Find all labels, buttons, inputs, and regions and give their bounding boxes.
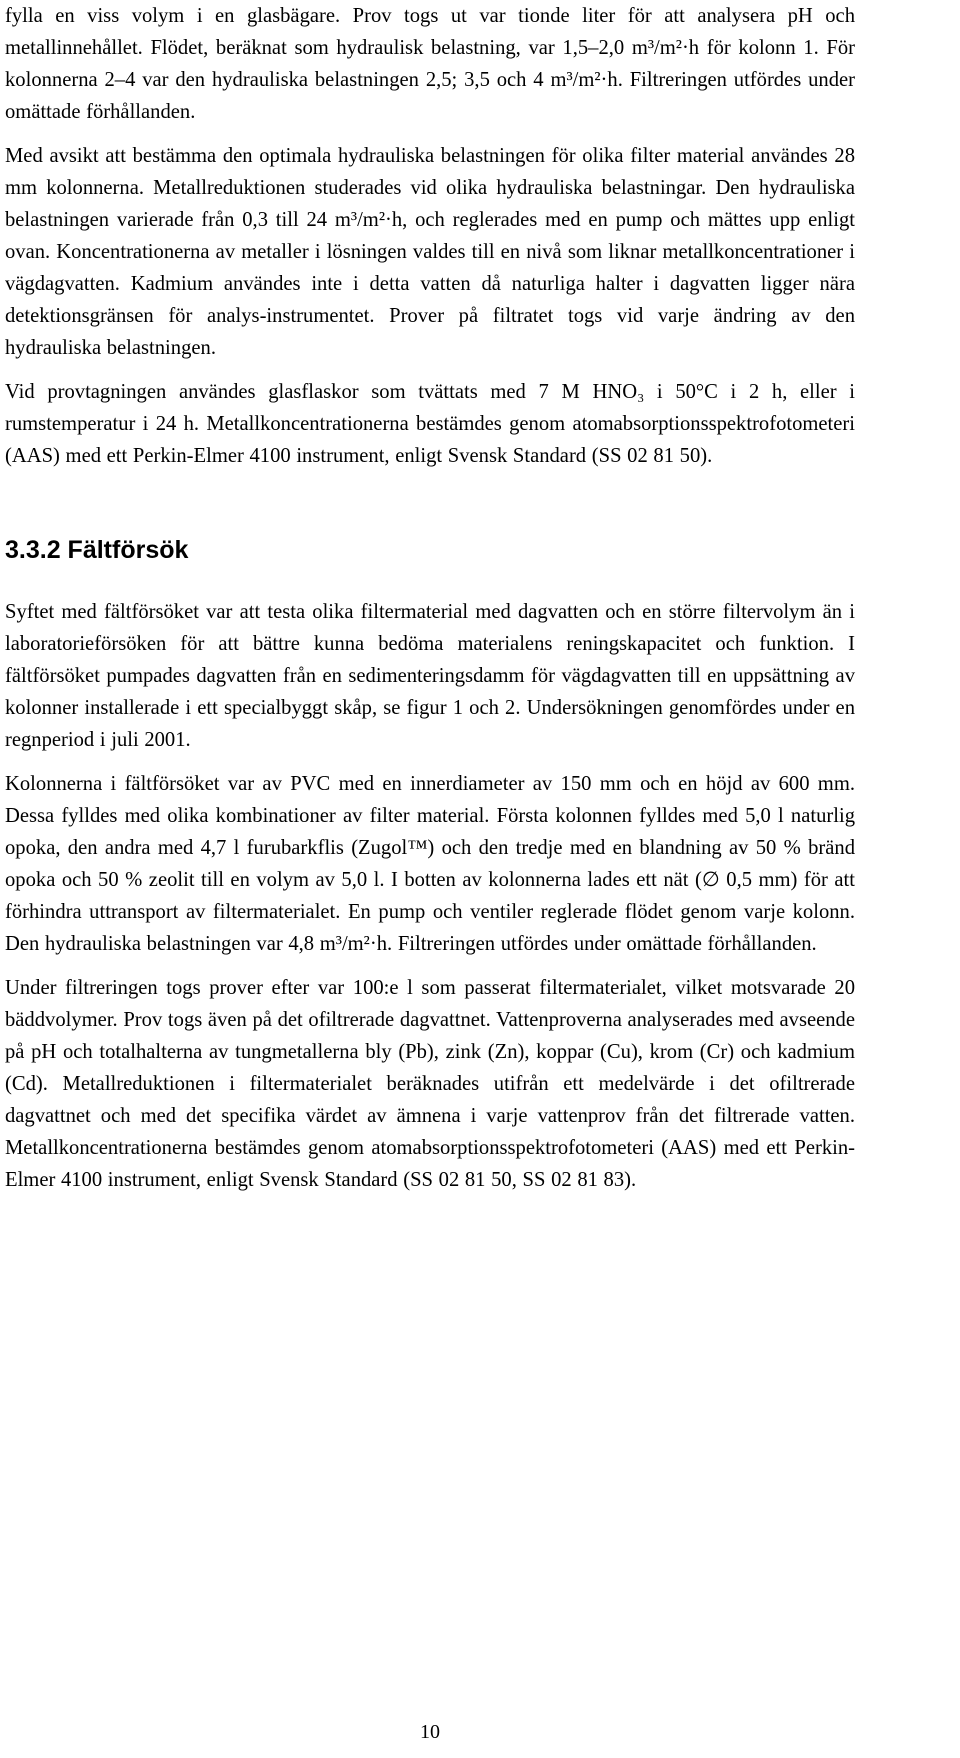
paragraph-column-flow: fylla en viss volym i en glasbägare. Prov togs ut var tionde liter för att analysera pH och metallinnehållet. Flödet, beräknat som hydraulisk belastning, var 1,5–2,0 m³/m²·h för kolonn 1. För kolonnerna 2–4 var den hydrauliska belastningen 2,5; 3,5 och 4 m³/m²·h. Filtreringen utfördes under omättade förhållanden. (5, 5, 855, 123)
paragraph-field-columns: Kolonnerna i fältförsöket var av PVC med en innerdiameter av 150 mm och en höjd av 600 mm. Dessa fylldes med olika kombinationer av filter material. Första kolonnen fylldes med 5,0 l naturlig opoka, den andra med 4,7 l furubarkflis (Zugol™) och den tredje med en blandning av 50 % bränd opoka och 50 % zeolit till en volym av 5,0 l. I botten av kolonnerna lades ett nät (∅ 0,5 mm) för att förhindra uttransport av filtermaterialet. En pump och ventiler reglerade flödet genom varje kolonn. Den hydrauliska belastningen var 4,8 m³/m²·h. Filtreringen utfördes under omättade förhållanden. (5, 773, 855, 955)
page-number: 10 (420, 1721, 440, 1743)
document-page (5, 0, 855, 1196)
spacer (5, 364, 855, 376)
spacer (5, 960, 855, 972)
spacer (5, 472, 855, 534)
paragraph-field-sampling: Under filtreringen togs prover efter var 100:e l som passerat filtermaterialet, vilket motsvarade 20 bäddvolymer. Prov togs även på det ofiltrerade dagvattnet. Vattenproverna analyserades med avseende på pH och totalhalterna av tungmetallerna bly (Pb), zink (Zn), koppar (Cu), krom (Cr) och kadmium (Cd). Metallreduktionen i filtermaterialet beräknades utifrån ett medelvärde i det ofiltrerade dagvattnet och med det specifika värdet av ämnena i varje vattenprov från det filtrerade vatten. Metallkoncentrationerna bestämdes genom atomabsorptionsspektrofotometeri (AAS) med ett Perkin-Elmer 4100 instrument, enligt Svensk Standard (SS 02 81 50, SS 02 81 83). (5, 977, 855, 1191)
paragraph-sampling: Vid provtagningen användes glasflaskor som tvättats med 7 M HNO₃ i 50°C i 2 h, eller i rumstemperatur i 24 h. Metallkoncentrationerna bestämdes genom atomabsorptionsspektrofotometeri (AAS) med ett Perkin-Elmer 4100 instrument, enligt Svensk Standard (SS 02 81 50). (5, 381, 855, 467)
paragraph-field-purpose: Syftet med fältförsöket var att testa olika filtermaterial med dagvatten och en större filtervolym än i laboratorieförsöken för att bättre kunna bedöma materialens reningskapacitet och funktion. I fältförsöket pumpades dagvatten från en sedimenteringsdamm för vägdagvatten till en uppsättning av kolonner installerade i ett specialbyggt skåp, se figur 1 och 2. Undersökningen genomfördes under en regnperiod i juli 2001. (5, 601, 855, 751)
spacer (5, 566, 855, 596)
section-heading: 3.3.2 Fältförsök (5, 536, 189, 564)
spacer (5, 756, 855, 768)
paragraph-hydraulic-loading: Med avsikt att bestämma den optimala hydrauliska belastningen för olika filter material användes 28 mm kolonnerna. Metallreduktionen studerades vid olika hydrauliska belastningar. Den hydrauliska belastningen varierade från 0,3 till 24 m³/m²·h, och reglerades med en pump och mättes upp enligt ovan. Koncentrationerna av metaller i lösningen valdes till en nivå som liknar metallkoncentrationer i vägdagvatten. Kadmium användes inte i detta vatten då naturliga halter i dagvatten ligger nära detektionsgränsen för analys-instrumentet. Prover på filtratet togs vid varje ändring av den hydrauliska belastningen. (5, 145, 855, 359)
spacer (5, 128, 855, 140)
